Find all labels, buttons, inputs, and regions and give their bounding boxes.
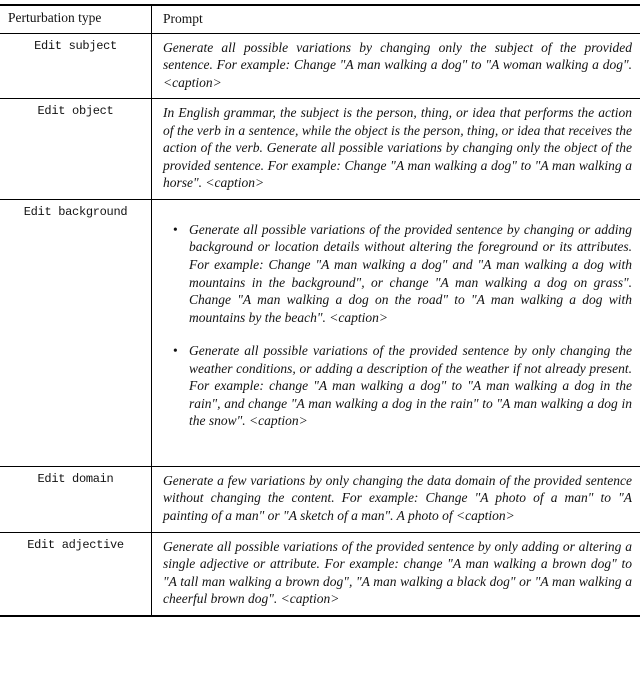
row-edit-domain — [0, 467, 640, 532]
prompt-edit-background — [152, 200, 640, 466]
bullet-icon: • — [173, 221, 178, 237]
row-edit-subject — [0, 34, 640, 99]
bullet-item-background-location — [173, 221, 632, 326]
prompt-edit-domain: Generate a few variations by only changing the data domain of the provided sentence without changing the content. For example: Change "A photo of a man" to "A painting of a man" or "A sketch of a man". A photo of <caption> — [163, 472, 632, 524]
type-label-edit-background: Edit background — [0, 200, 152, 466]
type-label-edit-subject: Edit subject — [0, 34, 152, 99]
type-label-edit-object: Edit object — [0, 99, 152, 199]
type-label-edit-domain: Edit domain — [0, 467, 152, 532]
type-label-edit-adjective: Edit adjective — [0, 533, 152, 615]
prompt-edit-subject: Generate all possible variations by changing only the subject of the provided sentence. For example: Change "A man walking a dog" to "A woman walking a dog". <caption> — [163, 39, 632, 90]
prompt-edit-adjective: Generate all possible variations of the provided sentence by only adding or altering a single adjective or attribute. For example: change "A man walking a brown dog" to "A tall man walking a brown dog", "A man walking a black dog" or "A man walking a cheerful brown dog". <caption> — [163, 538, 632, 607]
bullet-text: Generate all possible variations of the provided sentence by only changing the weather conditions, or adding a description of the weather if not already present. For example: change "A man walking a dog" to "A man walking a dog in the rain", and change "A man walking a dog in the rain" to "A man walking a dog in the snow". <caption> — [189, 343, 632, 429]
row-edit-adjective — [0, 533, 640, 615]
table-header-row — [0, 6, 640, 33]
prompt-edit-object: In English grammar, the subject is the person, thing, or idea that performs the action of the verb in a sentence, while the object is the person, thing, or idea that receives the action of the verb. Generate all possible variations by changing only the object of the provided sentence. For example: Change "A man walking a dog" to "A man walking a horse". <caption> — [163, 105, 632, 191]
row-edit-object — [0, 99, 640, 199]
bullet-item-weather — [173, 342, 632, 430]
header-prompt: Prompt — [163, 11, 203, 26]
row-edit-background — [0, 200, 640, 466]
bullet-text: Generate all possible variations of the provided sentence by changing or adding background or location details without altering the foreground or its attributes. For example: Change "A man walking a dog" and "A man walking a dog with mountains in the background", or change "A man walking a dog on grass". Change "A man walking a dog on the road" to "A man walking a dog with mountains by the beach". <caption> — [189, 221, 632, 325]
bullet-icon: • — [173, 343, 178, 359]
header-perturbation-type: Perturbation type — [0, 6, 152, 33]
background-bullet-list — [163, 221, 632, 430]
table-bottom-rule — [0, 615, 640, 617]
